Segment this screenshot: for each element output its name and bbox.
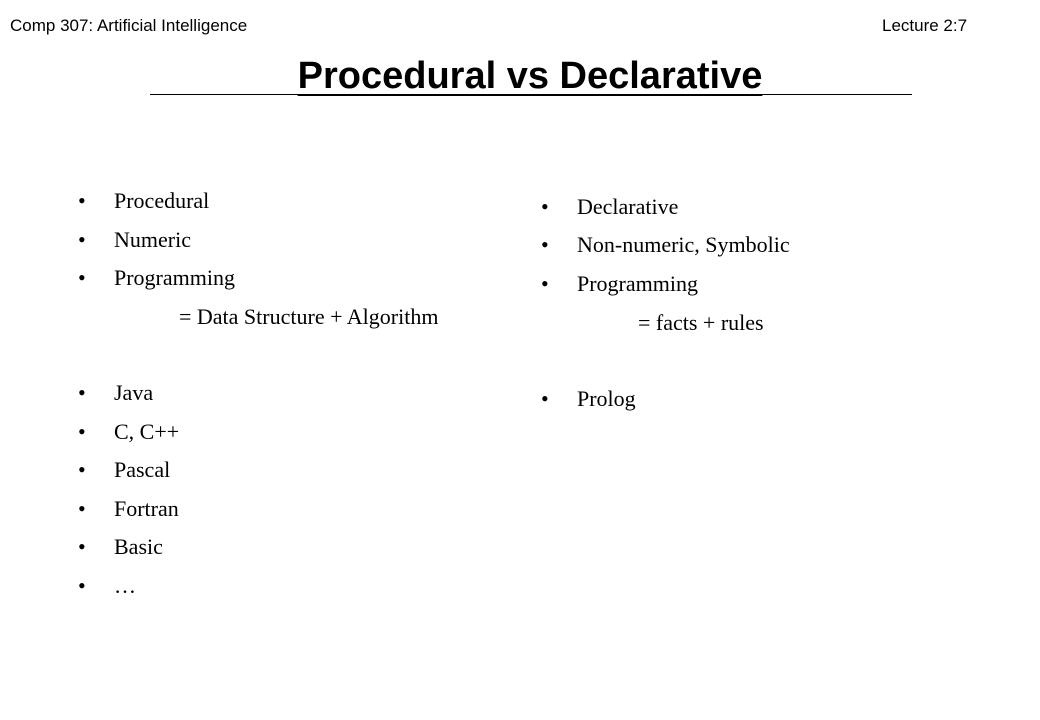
bullet-icon: • xyxy=(541,232,549,257)
list-item-label: Numeric xyxy=(114,227,191,252)
bullet-icon: • xyxy=(78,227,86,252)
bullet-icon: • xyxy=(78,419,86,444)
list-item-label: Java xyxy=(114,380,154,405)
bullet-icon: • xyxy=(78,457,86,482)
list-item-label: Procedural xyxy=(114,188,210,213)
declarative-equation: = facts + rules xyxy=(638,310,764,335)
list-item-label: Prolog xyxy=(577,386,636,411)
procedural-list xyxy=(78,0,538,720)
list-item-label: Programming xyxy=(114,265,235,290)
course-title: Comp 307: Artificial Intelligence xyxy=(10,16,248,35)
list-item-label: Programming xyxy=(577,271,698,296)
list-item-label: Fortran xyxy=(114,496,179,521)
bullet-icon: • xyxy=(78,573,86,598)
list-item-label: Pascal xyxy=(114,457,171,482)
bullet-icon: • xyxy=(541,194,549,219)
bullet-icon: • xyxy=(541,386,549,411)
lecture-number: Lecture 2:7 xyxy=(882,16,968,35)
bullet-icon: • xyxy=(78,496,86,521)
bullet-icon: • xyxy=(78,534,86,559)
list-item-label: Basic xyxy=(114,534,163,559)
list-item-label: Non-numeric, Symbolic xyxy=(577,232,790,257)
bullet-icon: • xyxy=(541,271,549,296)
procedural-equation: = Data Structure + Algorithm xyxy=(179,304,439,329)
slide-title: Procedural vs Declarative xyxy=(297,55,763,97)
list-item-label: Declarative xyxy=(577,194,679,219)
declarative-list xyxy=(541,0,1001,720)
list-item-label: … xyxy=(114,573,136,598)
bullet-icon: • xyxy=(78,188,86,213)
bullet-icon: • xyxy=(78,265,86,290)
list-item-label: C, C++ xyxy=(114,419,180,444)
bullet-icon: • xyxy=(78,380,86,405)
